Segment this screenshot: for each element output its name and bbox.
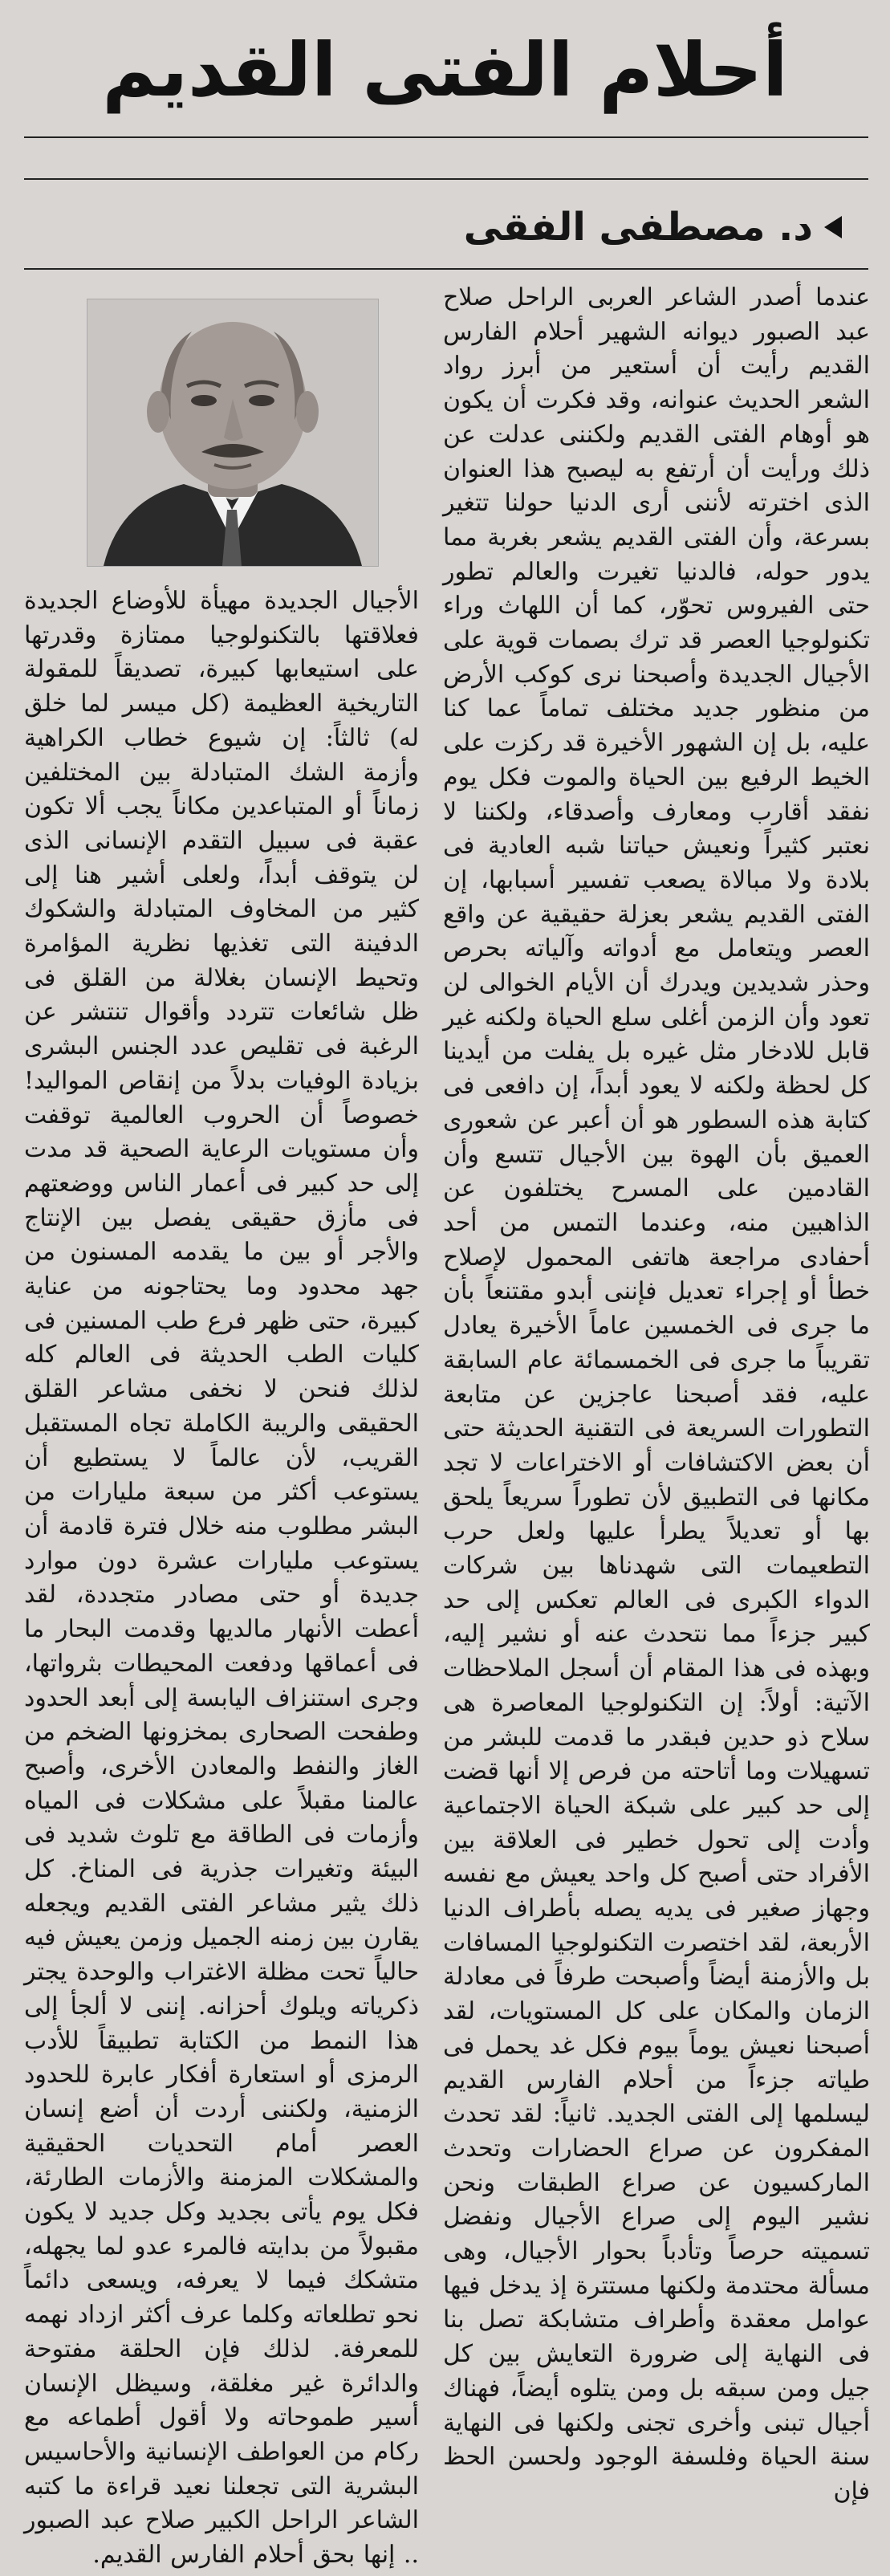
byline bbox=[464, 199, 842, 255]
author-name: د. مصطفى الفقى bbox=[463, 205, 813, 250]
triangle-pointer-icon bbox=[824, 216, 842, 238]
byline-bottom-divider bbox=[24, 268, 868, 270]
article-body-right-column bbox=[443, 281, 870, 2561]
right-column-text: عندما أصدر الشاعر العربى الراحل صلاح عبد الصبور ديوانه الشهير أحلام الفارس القديم رأيت أن أستعير من أبرز رواد الشعر الحديث عنوانه، وقد فكرت أن يكون هو أوهام الفتى القديم ولكننى عدلت عن ذلك ورأيت أن أرتفع به ليصبح هذا العنوان الذى اخترته لأننى أرى الدنيا حولنا تتغير بسرعة، وأن الفتى القديم يشعر بغربة مما يدور حوله، فالدنيا تغيرت والعالم تطور حتى الفيروس تحوّر، كما أن اللهاث وراء تكنولوجيا العصر قد ترك بصمات قوية على الأجيال الجديدة وأصبحنا نرى كوكب الأرض من منظور جديد مختلف تماماً عما كنا عليه، بل إن الشهور الأخيرة قد ركزت على الخيط الرفيع بين الحياة والموت فكل يوم نفقد أقارب ومعارف وأصدقاء، ولكننا لا نعتبر كثيراً ونعيش حياتنا شبه العادية فى بلادة ولا مبالاة يصعب تفسير أسبابها، إن الفتى القديم يشعر بعزلة حقيقية عن واقع العصر ويتعامل مع أدواته وآلياته بحرص وحذر شديدين ويدرك أن الأيام الخوالى لن تعود وأن الزمن أغلى سلع الحياة ولكنه غير قابل للادخار مثل غيره بل يفلت من أيدينا كل لحظة ولكنه لا يعود أبداً، إن دافعى فى كتابة هذه السطور هو أن أعبر عن شعورى العميق بأن الهوة بين الأجيال تتسع وأن القادمين على المسرح يختلفون عن الذاهبين منه، وعندما التمس من أحد أحفادى مراجعة هاتفى المحمول لإصلاح خطأ أو إجراء تعديل فإننى أبدو مقتنعاً بأن ما جرى فى الخمسين عاماً الأخيرة يعادل تقريباً ما جرى فى الخمسمائة عام السابقة عليه، فقد أصبحنا عاجزين عن متابعة التطورات السريعة فى التقنية الحديثة حتى أن بعض الاكتشافات أو الاختراعات لا تجد مكانها فى التطبيق لأن تطوراً سريعاً يلحق بها أو تعديلاً يطرأ عليها ولعل حرب التطعيمات التى شهدناها بين شركات الدواء الكبرى فى العالم تعكس إلى حد كبير جزءاً مما نتحدث عنه أو نشير إليه، وبهذه فى هذا المقام أن أسجل الملاحظات الآتية: أولاً: إن التكنولوجيا المعاصرة هى سلاح ذو حدين فبقدر ما قدمت للبشر من تسهيلات وما أتاحته من فرص إلا أنها قضت إلى حد كبير على شبكة الحياة الاجتماعية وأدت إلى تحول خطير فى العلاقة بين الأفراد حتى أصبح كل واحد يعيش مع نفسه وجهاز صغير فى يديه يصله بأطراف الدنيا الأربعة، لقد اختصرت التكنولوجيا المسافات بل والأزمنة أيضاً وأصبحت طرفاً فى معادلة الزمان والمكان على كل المستويات، لقد أصبحنا نعيش يوماً بيوم فكل غد يحمل فى طياته جزءاً من أحلام الفارس القديم ليسلمها إلى الفتى الجديد. ثانياً: لقد تحدث المفكرون عن صراع الحضارات وتحدث الماركسيون عن صراع الطبقات ونحن نشير اليوم إلى صراع الأجيال ونفضل تسميته حرصاً وتأدباً بحوار الأجيال، وهى مسألة محتدمة ولكنها مستترة إذ يدخل فيها عوامل معقدة وأطراف متشابكة تصل بنا فى النهاية إلى ضرورة التعايش بين كل جيل ومن سبقه بل ومن يتلوه أيضاً، فهناك أجيال تبنى وأخرى تجنى ولكنها فى النهاية سنة الحياة وفلسفة الوجود ولحسن الحظ فإن bbox=[443, 283, 870, 2505]
article-body-left-column bbox=[24, 584, 419, 2570]
article-headline: أحلام الفتى القديم bbox=[102, 27, 788, 113]
left-column-text: الأجيال الجديدة مهيأة للأوضاع الجديدة فعلاقتها بالتكنولوجيا ممتازة وقدرتها على استيعابها كبيرة، تصديقاً للمقولة التاريخية العظيمة (كل ميسر لما خلق له) ثالثاً: إن شيوع خطاب الكراهية وأزمة الشك المتبادلة بين المختلفين زماناً أو المتباعدين مكاناً يجب ألا تكون عقبة فى سبيل التقدم الإنسانى الذى لن يتوقف أبداً، ولعلى أشير هنا إلى كثير من المخاوف المتبادلة والشكوك الدفينة التى تغذيها نظرية المؤامرة وتحيط الإنسان بغلالة من القلق فى ظل شائعات تتردد وأقوال تنتشر عن الرغبة فى تقليص عدد الجنس البشرى بزيادة الوفيات بدلاً من إنقاص المواليد! خصوصاً أن الحروب العالمية توقفت وأن مستويات الرعاية الصحية قد مدت إلى حد كبير فى أعمار الناس ووضعتهم فى مأزق حقيقى يفصل بين الإنتاج والأجر أو بين ما يقدمه المسنون من جهد محدود وما يحتاجونه من عناية كبيرة، حتى ظهر فرع طب المسنين فى كليات الطب الحديثة فى العالم كله لذلك فنحن لا نخفى مشاعر القلق الحقيقى والريبة الكاملة تجاه المستقبل القريب، لأن عالماً لا يستطيع أن يستوعب أكثر من سبعة مليارات من البشر مطلوب منه خلال فترة قادمة أن يستوعب مليارات عشرة دون موارد جديدة أو حتى مصادر متجددة، لقد أعطت الأنهار مالديها وقدمت البحار ما فى أعماقها ودفعت المحيطات بثرواتها، وجرى استنزاف اليابسة إلى أبعد الحدود وطفحت الصحارى بمخزونها الضخم من الغاز والنفط والمعادن الأخرى، وأصبح عالمنا مقبلاً على مشكلات فى المياه وأزمات فى الطاقة مع تلوث شديد فى البيئة وتغيرات جذرية فى المناخ. كل ذلك يثير مشاعر الفتى القديم ويجعله يقارن بين زمنه الجميل وزمن يعيش فيه حالياً تحت مظلة الاغتراب والوحدة يجتر ذكرياته ويلوك أحزانه. إننى لا ألجأ إلى هذا النمط من الكتابة تطبيقاً للأدب الرمزى أو استعارة أفكار عابرة للحدود الزمنية، ولكننى أردت أن أضع إنسان العصر أمام التحديات الحقيقية والمشكلات المزمنة والأزمات الطارئة، فكل يوم يأتى بجديد وكل جديد لا يكون مقبولاً من بدايته فالمرء عدو لما يجهله، متشكك فيما لا يعرفه، ويسعى دائماً نحو تطلعاته وكلما عرف أكثر ازداد نهمه للمعرفة. لذلك فإن الحلقة مفتوحة والدائرة غير مغلقة، وسيظل الإنسان أسير طموحاته ولا أقول أطماعه مع ركام من العواطف الإنسانية والأحاسيس البشرية التى تجعلنا نعيد قراءة ما كتبه الشاعر الراحل الكبير صلاح عبد الصبور .. إنها بحق أحلام الفارس القديم. bbox=[24, 587, 419, 2570]
byline-top-divider bbox=[24, 178, 868, 180]
headline-divider bbox=[24, 136, 868, 138]
author-portrait-photo bbox=[87, 299, 379, 567]
